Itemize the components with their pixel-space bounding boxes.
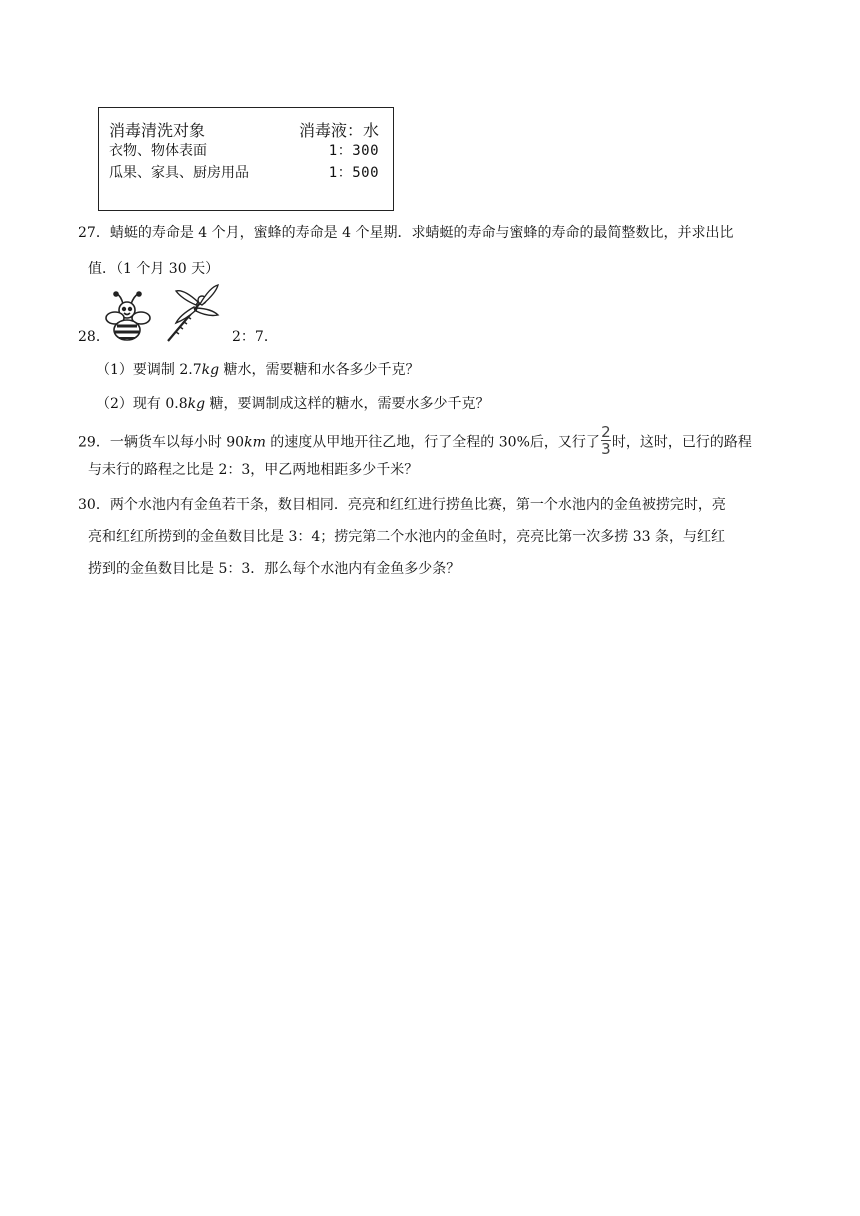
table-cell-ratio: 1：300 bbox=[328, 143, 379, 159]
fraction-denominator: 3 bbox=[601, 440, 611, 458]
table-row bbox=[109, 162, 379, 182]
question-30 bbox=[78, 494, 788, 516]
table-cell-item: 瓜果、家具、厨房用品 bbox=[109, 165, 249, 181]
table-header-left: 消毒清洗对象 bbox=[109, 121, 206, 140]
question-28-sub1 bbox=[96, 359, 420, 379]
question-text: 的速度从甲地开往乙地，行了全程的 30%后，又行了 bbox=[265, 434, 600, 451]
question-number: 28． bbox=[78, 329, 110, 345]
fraction-numerator: 2 bbox=[601, 423, 611, 441]
table-header-row bbox=[109, 118, 379, 141]
question-text: 一辆货车以每小时 90 bbox=[109, 434, 245, 451]
question-text: 时，这时，已行的路程 bbox=[611, 434, 752, 451]
question-29 bbox=[78, 423, 788, 459]
table-cell-ratio: 1：500 bbox=[328, 165, 379, 181]
fraction bbox=[601, 424, 611, 457]
question-text: 蜻蜓的寿命是 4 个月，蜜蜂的寿命是 4 个星期．求蜻蜓的寿命与蜜蜂的寿命的最简整数比，并求出比 bbox=[109, 225, 734, 241]
question-29-line2: 与未行的路程之比是 2：3，甲乙两地相距多少千米？ bbox=[88, 462, 419, 478]
disinfectant-table bbox=[98, 107, 394, 211]
bee-icon bbox=[103, 290, 153, 344]
question-number: 27． bbox=[78, 225, 110, 241]
sub-text: 糖水，需要糖和水各多少千克？ bbox=[219, 362, 420, 378]
sub-text: （2）现有 0.8 bbox=[96, 396, 188, 412]
ratio-text: 2：7． bbox=[232, 329, 278, 345]
unit-text: km bbox=[244, 434, 266, 451]
table-row bbox=[109, 140, 379, 160]
unit-text: kg bbox=[187, 396, 206, 412]
dragonfly-icon bbox=[160, 283, 222, 347]
sub-text: （1）要调制 2.7 bbox=[96, 362, 202, 378]
question-text: 两个水池内有金鱼若干条，数目相同．亮亮和红红进行捞鱼比赛，第一个水池内的金鱼被捞完时，亮 bbox=[109, 497, 726, 513]
question-28-sub2 bbox=[96, 393, 490, 413]
sub-text: 糖，要调制成这样的糖水，需要水多少千克？ bbox=[205, 396, 490, 412]
question-30-line2: 亮和红红所捞到的金鱼数目比是 3：4；捞完第二个水池内的金鱼时，亮亮比第一次多捞 33 条，与红红 bbox=[88, 529, 725, 545]
question-30-line3: 捞到的金鱼数目比是 5：3．那么每个水池内有金鱼多少条？ bbox=[88, 561, 461, 577]
question-number: 29． bbox=[78, 434, 110, 451]
question-27-line2: 值．（1 个月 30 天） bbox=[88, 261, 220, 277]
unit-text: kg bbox=[201, 362, 220, 378]
table-cell-item: 衣物、物体表面 bbox=[109, 143, 207, 159]
question-number: 30． bbox=[78, 497, 110, 513]
question-27 bbox=[78, 222, 788, 244]
table-header-right: 消毒液：水 bbox=[298, 121, 379, 140]
